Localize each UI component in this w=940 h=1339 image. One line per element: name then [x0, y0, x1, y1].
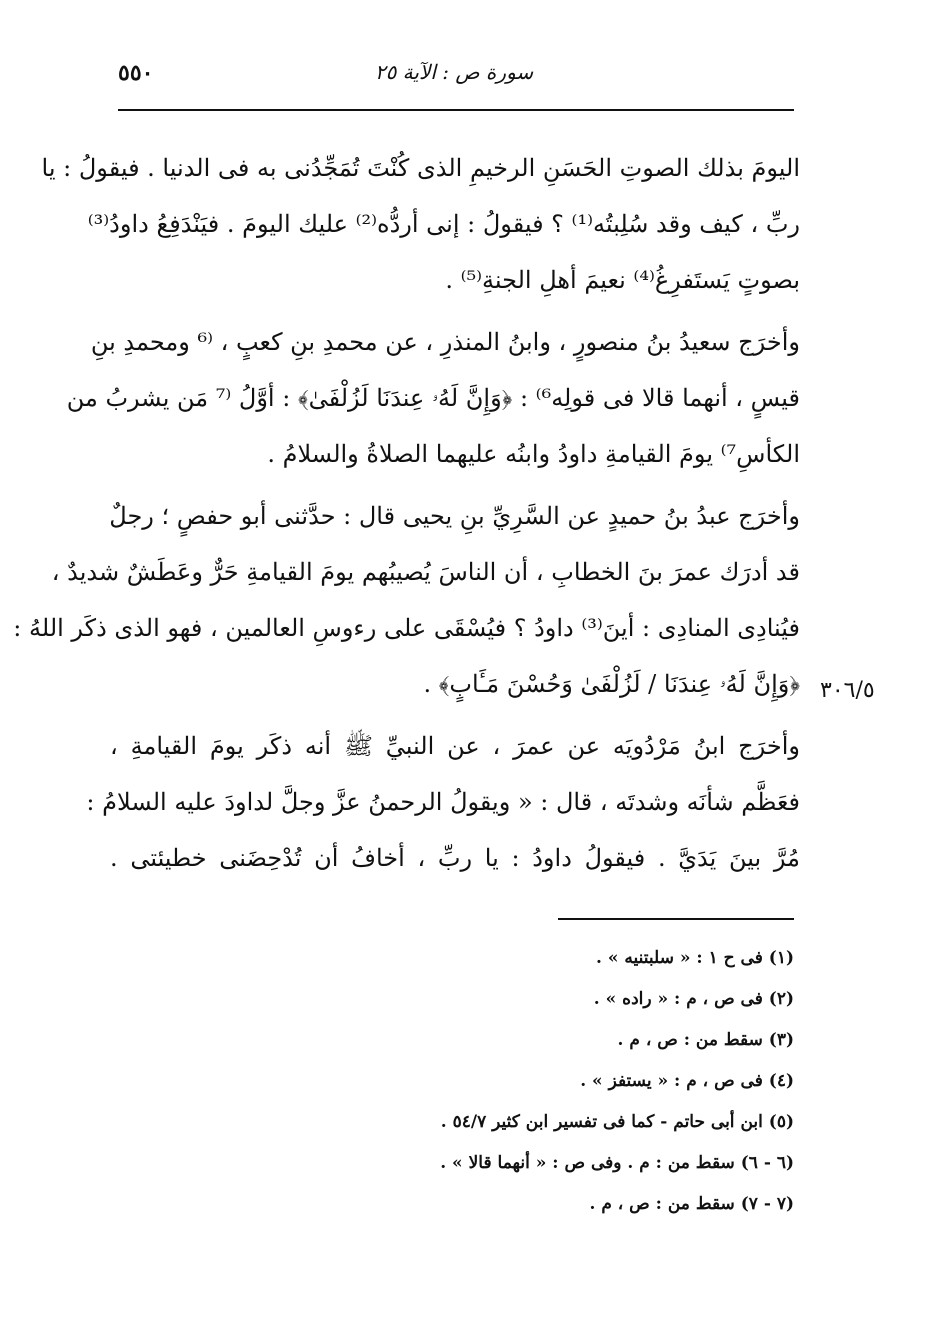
paragraph-4	[86, 718, 800, 886]
footnote: (٥) ابن أبى حاتم - كما فى تفسير ابن كثير ٥٤/٧ .	[440, 1112, 794, 1132]
header-rule	[118, 109, 794, 111]
main-text	[13, 140, 800, 892]
footnote-rule	[558, 918, 794, 920]
footnote: (٤) فى ص ، م : « يستفز » .	[580, 1071, 794, 1091]
text-line: وأخرَج ابنُ مَرْدُويَه عن عمرَ ، عن النبيِّ ﷺ أنه ذكَر يومَ القيامةِ ،	[110, 732, 800, 760]
page-number: ٥٥٠	[118, 60, 154, 86]
text-line: وأخرَج سعيدُ بنُ منصورٍ ، وابنُ المنذرِ ، عن محمدِ بنِ كعبٍ ، ⁽⁶ ومحمدِ بنِ	[90, 328, 800, 356]
paragraph-1	[41, 140, 800, 308]
running-title: سورة ص : الآية ٢٥	[374, 60, 534, 84]
paragraph-2	[66, 314, 800, 482]
text-line: مُرَّ بينَ يَدَيَّ . فيقولُ داودُ : يا ربِّ ، أخافُ أن تُدْحِضَنى خطيئتى .	[110, 844, 800, 872]
text-line: الكأسِ⁷⁾ يومَ القيامةِ داودُ وابنُه عليهما الصلاةُ والسلامُ .	[267, 440, 800, 468]
text-line: بصوتٍ يَستَفرِغُ⁽⁴⁾ نعيمَ أهلِ الجنةِ⁽⁵⁾ .	[445, 266, 800, 294]
page-header	[118, 60, 790, 100]
footnotes	[300, 938, 794, 1225]
text-line: قيسٍ ، أنهما قالا فى قولِه⁶⁾ : ﴿وَإِنَّ لَهُۥ عِندَنَا لَزُلْفَىٰ﴾ : أوَّلُ ⁽⁷ مَن يشربُ من	[66, 384, 800, 412]
text-line: اليومَ بذلك الصوتِ الحَسَنِ الرخيمِ الذى كُنْتَ تُمَجِّدُنى به فى الدنيا . فيقولُ : يا	[41, 154, 800, 182]
margin-reference: ٣٠٦/٥	[820, 678, 875, 703]
footnote: (٧ - ٧) سقط من : ص ، م .	[589, 1194, 794, 1214]
footnote: (٣) سقط من : ص ، م .	[617, 1030, 794, 1050]
footnote: (٦ - ٦) سقط من : م . وفى ص : « أنهما قالا » .	[440, 1153, 794, 1173]
quran-verse-line: ﴿وَإِنَّ لَهُۥ عِندَنَا / لَزُلْفَىٰ وَحُسْنَ مَـَٔابٍ﴾ .	[423, 670, 800, 698]
text-line: فيُنادِى المنادِى : أينَ⁽³⁾ داودُ ؟ فيُسْقَى على رءوسِ العالمين ، فهو الذى ذكَر اللهُ :	[13, 614, 800, 642]
text-line: ربِّ ، كيف وقد سُلِبتُه⁽¹⁾ ؟ فيقولُ : إنى أردُّه⁽²⁾ عليك اليومَ . فيَنْدَفِعُ داودُ⁽³⁾	[87, 210, 800, 238]
text-line: قد أدرَك عمرَ بنَ الخطابِ ، أن الناسَ يُصيبُهم يومَ القيامةِ حَرٌّ وعَطَشٌ شديدٌ ،	[51, 558, 800, 586]
text-line: وأخرَج عبدُ بنُ حميدٍ عن السَّرِيِّ بنِ يحيى قال : حدَّثنى أبو حفصٍ ؛ رجلٌ	[109, 502, 800, 530]
text-line: فعَظَّم شأنَه وشدتَه ، قال : « ويقولُ الرحمنُ عزَّ وجلَّ لداودَ عليه السلامُ :	[86, 788, 800, 816]
footnote: (١) فى ح ١ : « سلبتنيه » .	[596, 948, 794, 968]
paragraph-3	[13, 488, 800, 712]
footnote: (٢) فى ص ، م : « راده » .	[593, 989, 794, 1009]
